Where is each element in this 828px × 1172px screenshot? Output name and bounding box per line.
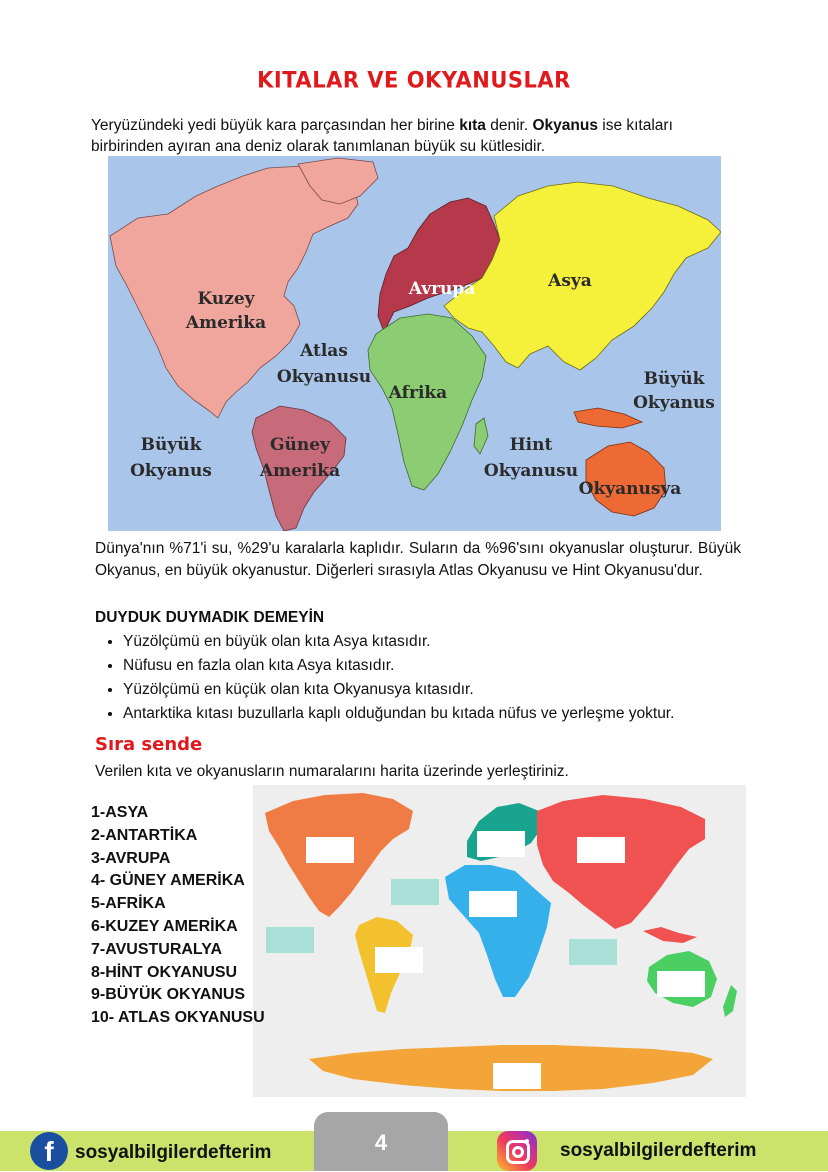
facebook-handle[interactable]: sosyalbilgilerdefterim — [75, 1142, 272, 1163]
instagram-handle[interactable]: sosyalbilgilerdefterim — [560, 1140, 757, 1161]
term-kita: kıta — [459, 117, 486, 134]
label-afrika: Afrika — [388, 383, 448, 403]
page-number: 4 — [374, 1130, 388, 1155]
list-item: 5-AFRİKA — [91, 895, 166, 913]
label-okyanusya: Okyanusya — [578, 479, 682, 499]
label-atlas-okyanusu: Okyanusu — [276, 367, 372, 387]
term-okyanus: Okyanus — [532, 117, 598, 134]
label-buyuk-okyanus-right: Okyanus — [633, 393, 715, 413]
list-item: • Nüfusu en fazla olan kıta Asya kıtasıdır. — [123, 654, 674, 678]
list-item: 4- GÜNEY AMERİKA — [91, 872, 245, 890]
answer-box-kuzey-amerika[interactable] — [306, 837, 354, 863]
label-atlas: Atlas — [300, 341, 348, 361]
label-hint: Hint — [509, 435, 553, 455]
answer-box-avusturalya[interactable] — [657, 971, 705, 997]
label-kuzey-amerika: Amerika — [185, 313, 267, 333]
answer-box-asya[interactable] — [577, 837, 625, 863]
list-item: • Antarktika kıtası buzullarla kaplı olduğundan bu kıtada nüfus ve yerleşme yoktur. — [123, 702, 674, 726]
list-item: 10- ATLAS OKYANUSU — [91, 1009, 265, 1027]
label-avrupa: Avrupa — [408, 279, 476, 299]
list-item: 3-AVRUPA — [91, 849, 171, 867]
label-buyuk-okyanus-left: Okyanus — [130, 461, 212, 481]
instagram-icon[interactable] — [497, 1131, 537, 1171]
answer-box-afrika[interactable] — [469, 891, 517, 917]
intro-paragraph: Yeryüzündeki yedi büyük kara parçasından her birine kıta denir. Okyanus ise kıtaları birbirinden ayıran ana deniz olarak tanımlanan büyük su kütlesidir. — [91, 117, 673, 155]
answer-box-antarktika[interactable] — [493, 1063, 541, 1089]
water-land-paragraph: Dünya'nın %71'i su, %29'u karalarla kaplıdır. Suların da %96'sını okyanuslar oluşturur. Büyük Okyanus, en büyük okyanustur. Diğerleri sırasıyla Atlas Okyanusu ve Hint Okyanusu'dur. — [95, 540, 741, 579]
list-item: 8-HİNT OKYANUSU — [91, 963, 238, 981]
facts-list — [95, 630, 674, 726]
answer-box-hint-okyanusu[interactable] — [569, 939, 617, 965]
label-hint-okyanusu: Okyanusu — [483, 461, 579, 481]
answer-box-avrupa[interactable] — [477, 831, 525, 857]
label-guney: Güney — [270, 435, 330, 455]
label-asya: Asya — [548, 271, 592, 291]
sira-sende-heading: Sıra sende — [95, 734, 203, 755]
list-item: 2-ANTARTİKA — [91, 826, 198, 844]
list-item: 7-AVUSTURALYA — [91, 940, 222, 958]
world-map-continents-oceans — [108, 156, 721, 531]
label-buyuk-left: Büyük — [140, 435, 202, 455]
label-kuzey: Kuzey — [197, 289, 255, 309]
label-guney-amerika: Amerika — [259, 461, 341, 481]
answer-box-guney-amerika[interactable] — [375, 947, 423, 973]
list-item: 9-BÜYÜK OKYANUS — [91, 986, 246, 1004]
page-title: KITALAR VE OKYANUSLAR — [257, 67, 571, 93]
list-item: • Yüzölçümü en büyük olan kıta Asya kıtasıdır. — [123, 630, 674, 654]
instruction-text: Verilen kıta ve okyanusların numaralarını harita üzerinde yerleştiriniz. — [95, 763, 569, 780]
answer-box-buyuk-okyanus[interactable] — [266, 927, 314, 953]
answer-box-atlas-okyanusu[interactable] — [391, 879, 439, 905]
exercise-world-map — [253, 785, 746, 1097]
list-item: 6-KUZEY AMERİKA — [91, 917, 238, 935]
label-buyuk-right: Büyük — [643, 369, 705, 389]
list-item: 1-ASYA — [91, 804, 149, 821]
facebook-icon[interactable]: f — [30, 1132, 68, 1170]
duyduk-heading: DUYDUK DUYMADIK DEMEYİN — [95, 609, 325, 626]
list-item: • Yüzölçümü en küçük olan kıta Okyanusya kıtasıdır. — [123, 678, 674, 702]
continent-ocean-number-list — [91, 802, 265, 1030]
